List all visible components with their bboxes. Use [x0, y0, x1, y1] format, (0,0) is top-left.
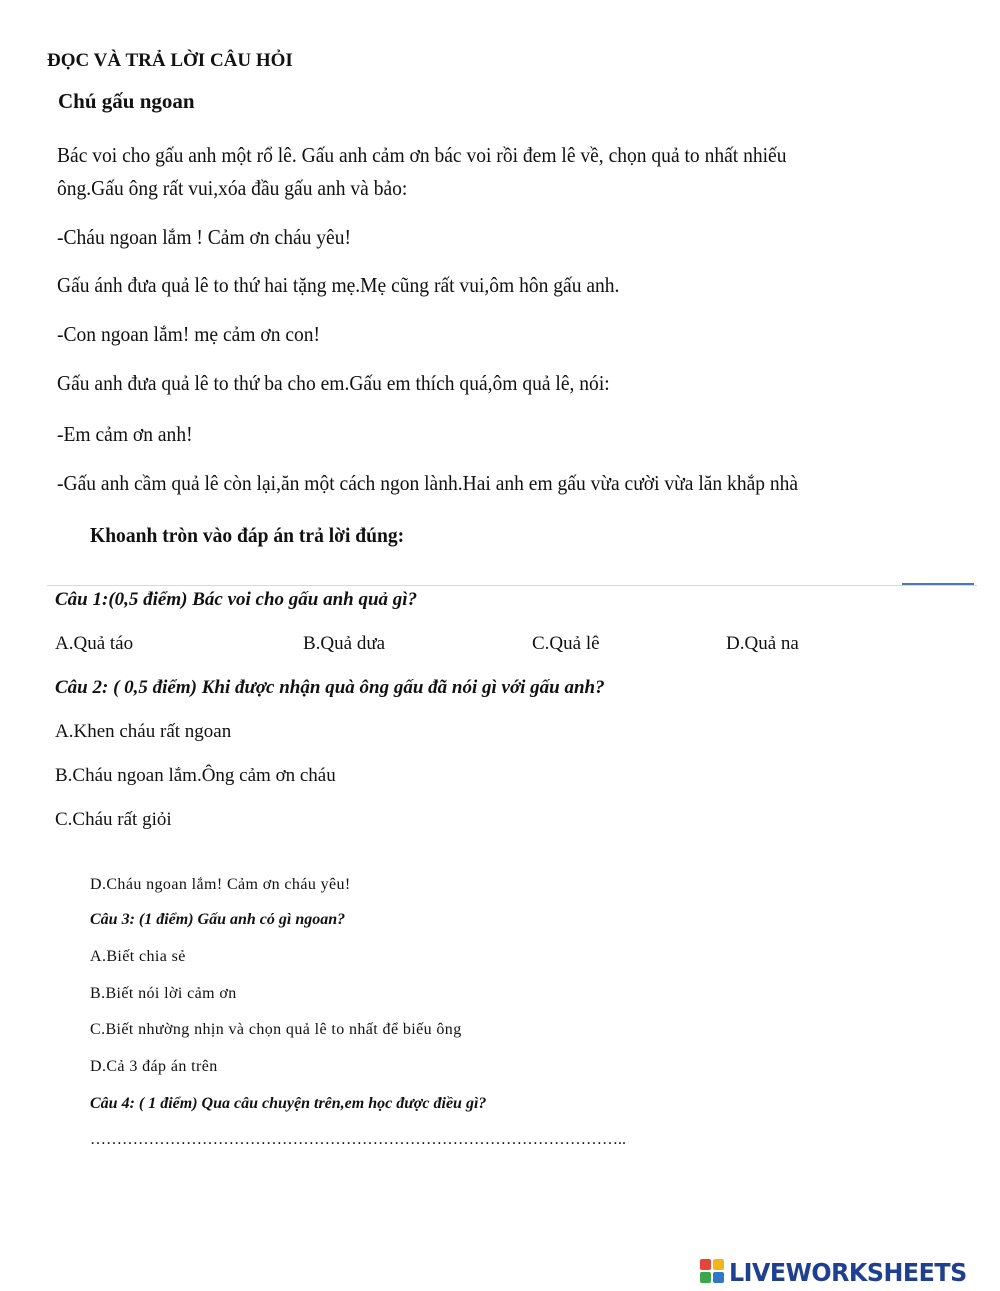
answer-line[interactable]: ………………………………………………………………………………………..	[90, 1131, 626, 1148]
story-line: -Con ngoan lắm! mẹ cảm ơn con!	[57, 322, 321, 346]
q3-option-a[interactable]: A.Biết chia sẻ	[90, 948, 186, 965]
story-line: Gấu anh đưa quả lê to thứ ba cho em.Gấu em thích quá,ôm quả lê, nói:	[57, 371, 610, 395]
story-line: -Em cảm ơn anh!	[57, 422, 193, 446]
question-4: Câu 4: ( 1 điểm) Qua câu chuyện trên,em học được điều gì?	[90, 1095, 487, 1112]
q2-option-d[interactable]: D.Cháu ngoan lắm! Cảm ơn cháu yêu!	[90, 876, 351, 893]
liveworksheets-logo-icon	[700, 1259, 726, 1285]
q3-option-c[interactable]: C.Biết nhường nhịn và chọn quả lê to nhất để biếu ông	[90, 1021, 462, 1038]
logo-square-red	[700, 1259, 711, 1270]
story-line: -Gấu anh cầm quả lê còn lại,ăn một cách ngon lành.Hai anh em gấu vừa cười vừa lăn khắp nhà	[57, 471, 799, 495]
story-line: -Cháu ngoan lắm ! Cảm ơn cháu yêu!	[57, 225, 351, 249]
q3-option-b[interactable]: B.Biết nói lời cảm ơn	[90, 985, 237, 1002]
question-1: Câu 1:(0,5 điểm) Bác voi cho gấu anh quả gì?	[55, 589, 418, 610]
question-3: Câu 3: (1 điểm) Gấu anh có gì ngoan?	[90, 911, 346, 928]
q1-option-c[interactable]: C.Quả lê	[532, 633, 600, 654]
logo-text: LIVEWORKSHEETS	[729, 1257, 967, 1287]
worksheet-heading: ĐỌC VÀ TRẢ LỜI CÂU HỎI	[47, 50, 293, 71]
story-title: Chú gấu ngoan	[58, 89, 195, 113]
q2-option-b[interactable]: B.Cháu ngoan lắm.Ông cảm ơn cháu	[55, 765, 336, 786]
logo-square-green	[700, 1272, 711, 1283]
q2-option-c[interactable]: C.Cháu rất giỏi	[55, 809, 172, 830]
q2-option-a[interactable]: A.Khen cháu rất ngoan	[55, 721, 232, 742]
q1-option-a[interactable]: A.Quả táo	[55, 633, 134, 654]
story-line: Bác voi cho gấu anh một rổ lê. Gấu anh cảm ơn bác voi rồi đem lê về, chọn quả to nhất nhiếu	[57, 143, 787, 167]
logo-square-yellow	[713, 1259, 724, 1270]
q1-option-d[interactable]: D.Quả na	[726, 633, 799, 654]
liveworksheets-logo	[700, 1257, 979, 1287]
divider	[47, 585, 977, 586]
story-line: Gấu ánh đưa quả lê to thứ hai tặng mẹ.Mẹ cũng rất vui,ôm hôn gấu anh.	[57, 273, 620, 297]
q1-option-b[interactable]: B.Quả dưa	[303, 633, 386, 654]
q3-option-d[interactable]: D.Cả 3 đáp án trên	[90, 1058, 218, 1075]
story-line: ông.Gấu ông rất vui,xóa đầu gấu anh và bảo:	[57, 176, 408, 200]
divider-accent	[902, 583, 974, 585]
instruction: Khoanh tròn vào đáp án trả lời đúng:	[90, 523, 405, 547]
logo-square-blue	[713, 1272, 724, 1283]
question-2: Câu 2: ( 0,5 điểm) Khi được nhận quà ông gấu đã nói gì với gấu anh?	[55, 677, 605, 698]
